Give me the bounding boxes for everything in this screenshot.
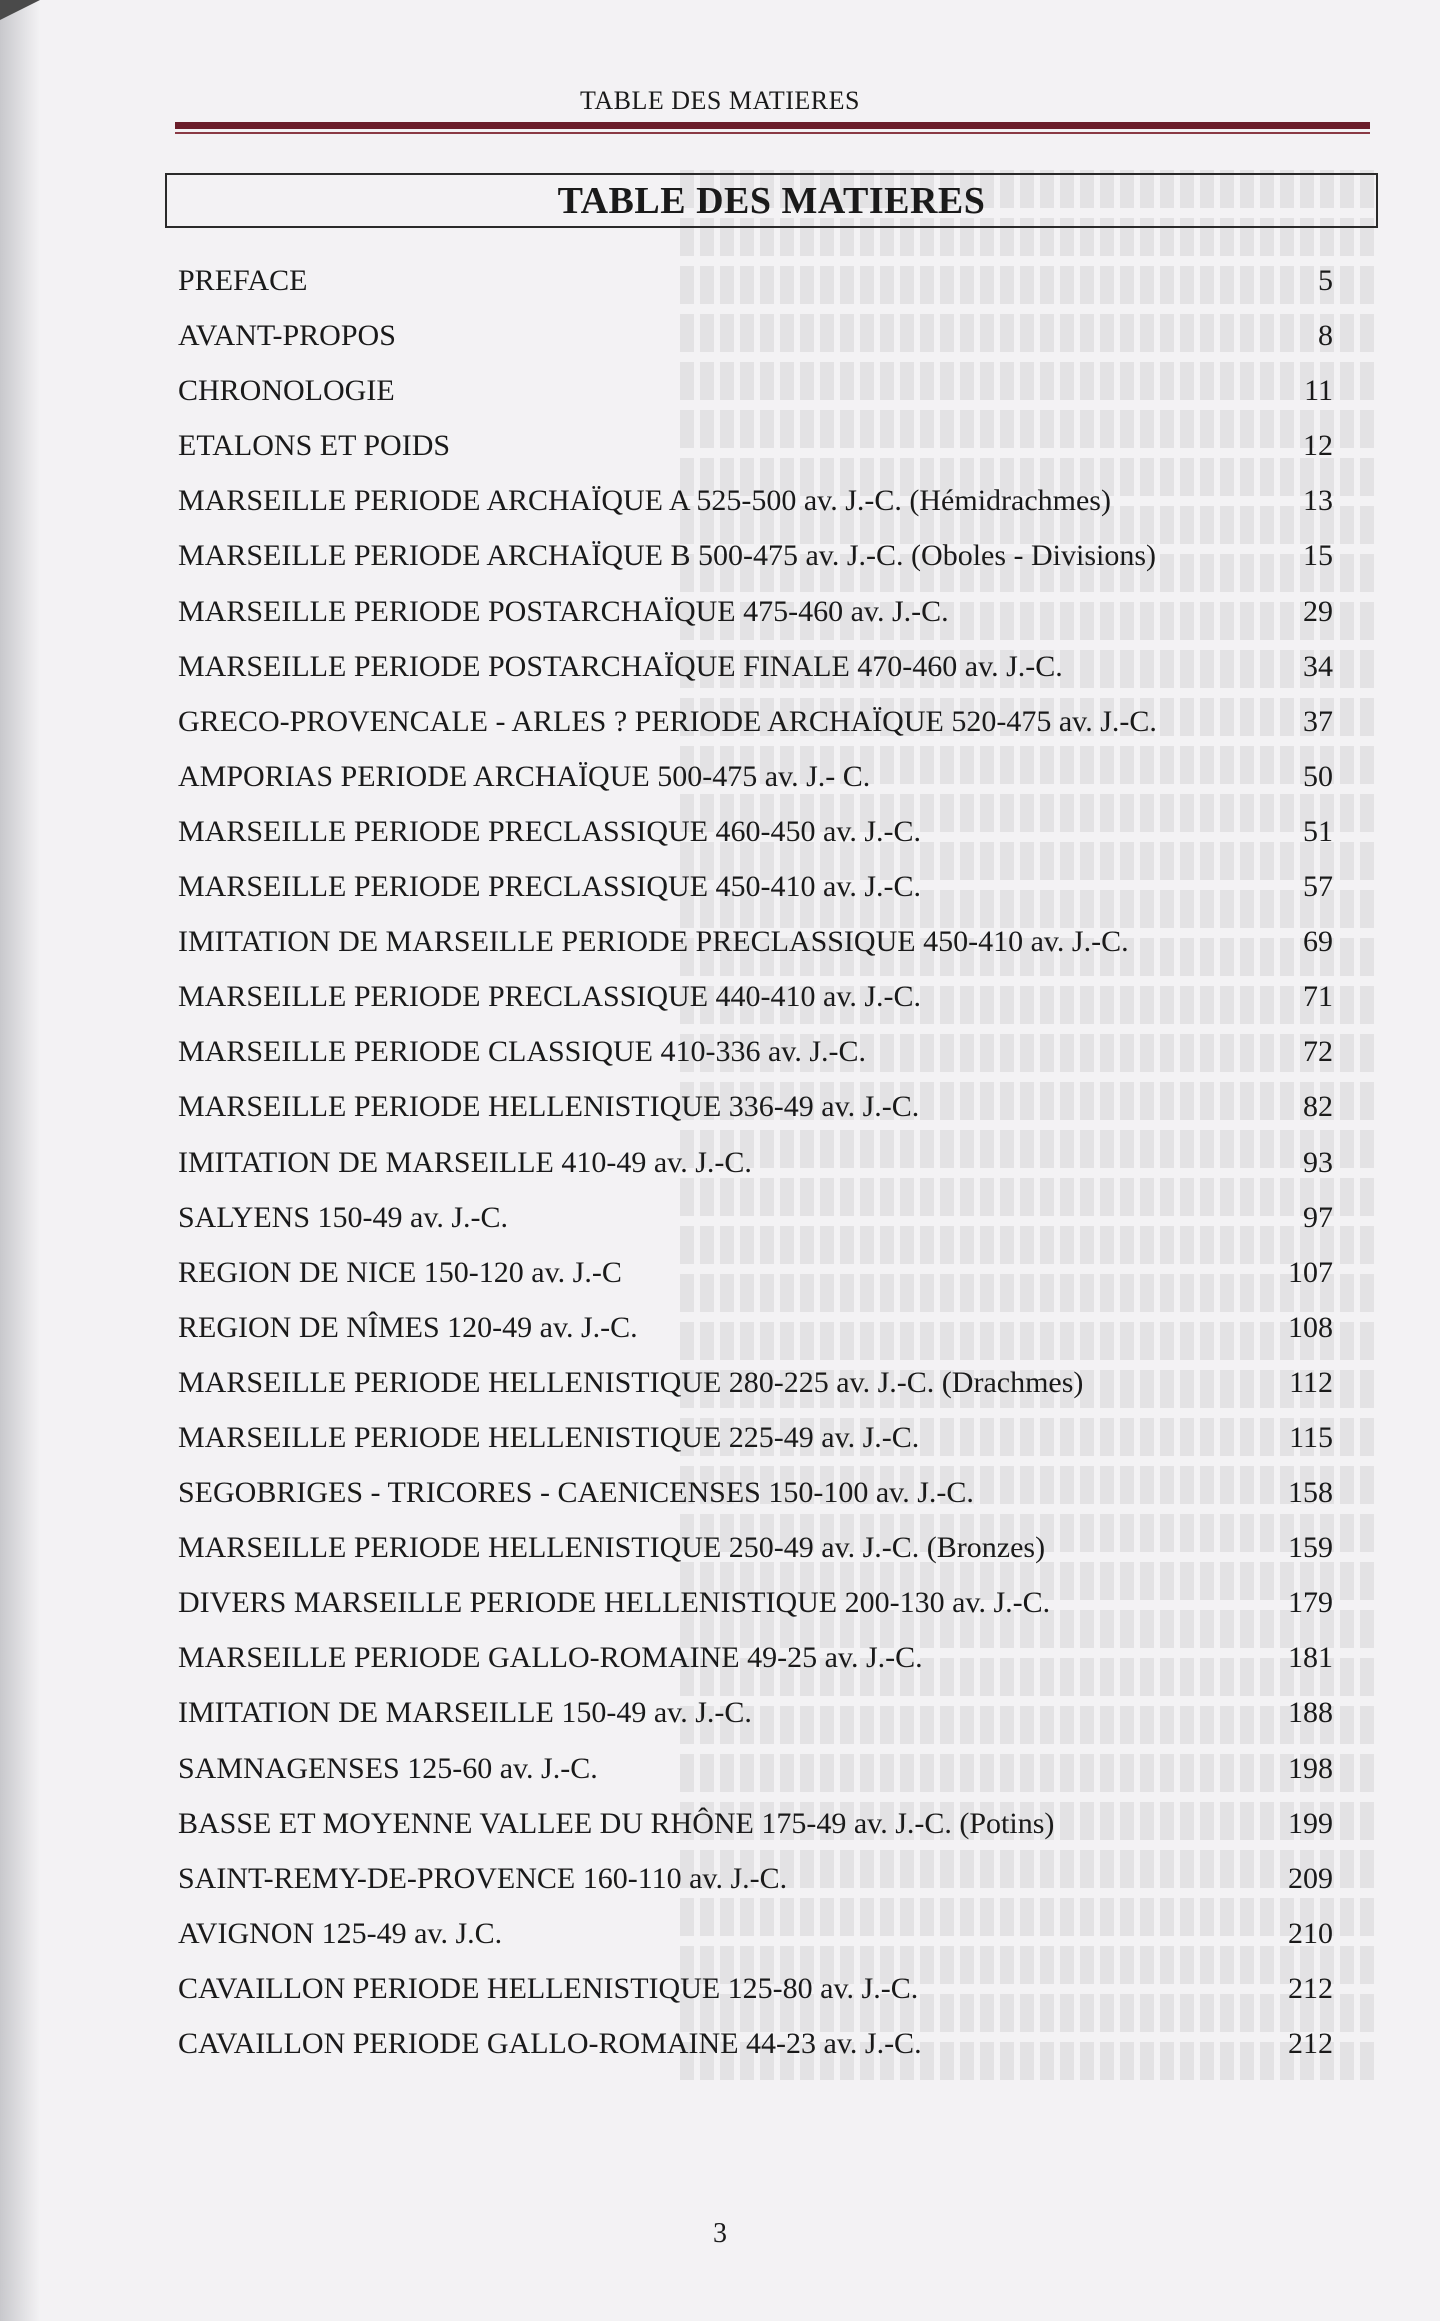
- toc-entry: [178, 477, 1333, 532]
- toc-entry-title: MARSEILLE PERIODE ARCHAÏQUE A 525-500 av. J.-C. (Hémidrachmes): [178, 484, 1111, 518]
- toc-entry-page: 5: [1318, 264, 1333, 297]
- toc-entry-title: PREFACE: [178, 264, 308, 297]
- toc-entry-page: 57: [1303, 870, 1333, 904]
- toc-entry-title: SAMNAGENSES 125-60 av. J.-C.: [178, 1751, 598, 1785]
- toc-list: [178, 257, 1333, 2075]
- toc-entry: [178, 863, 1333, 918]
- page-edge-shadow: [0, 0, 40, 2321]
- toc-entry-title: GRECO-PROVENCALE - ARLES ? PERIODE ARCHAÏQUE 520-475 av. J.-C.: [178, 704, 1157, 738]
- toc-entry-page: 71: [1303, 980, 1333, 1014]
- toc-entry-page: 93: [1303, 1145, 1333, 1179]
- toc-entry-title: BASSE ET MOYENNE VALLEE DU RHÔNE 175-49 av. J.-C. (Potins): [178, 1806, 1055, 1840]
- toc-entry-page: 50: [1303, 759, 1333, 793]
- toc-entry: [178, 918, 1333, 973]
- toc-entry-page: 72: [1303, 1035, 1333, 1069]
- toc-entry-page: 210: [1288, 1916, 1333, 1950]
- toc-entry: [178, 1634, 1333, 1689]
- toc-entry: [178, 643, 1333, 698]
- toc-entry-title: AMPORIAS PERIODE ARCHAÏQUE 500-475 av. J.- C.: [178, 759, 871, 793]
- toc-entry: [178, 1028, 1333, 1083]
- toc-entry-page: 212: [1288, 1971, 1333, 2005]
- toc-entry-title: MARSEILLE PERIODE HELLENISTIQUE 280-225 av. J.-C. (Drachmes): [178, 1365, 1084, 1399]
- page-number: 3: [713, 2218, 727, 2249]
- toc-entry: [178, 1469, 1333, 1524]
- toc-entry-title: SAINT-REMY-DE-PROVENCE 160-110 av. J.-C.: [178, 1861, 788, 1895]
- toc-entry-page: 8: [1318, 319, 1333, 353]
- toc-title: TABLE DES MATIERES: [557, 179, 986, 222]
- toc-entry: [178, 808, 1333, 863]
- toc-entry-page: 69: [1303, 925, 1333, 959]
- toc-entry-title: MARSEILLE PERIODE POSTARCHAÏQUE 475-460 av. J.-C.: [178, 594, 949, 628]
- toc-entry-title: MARSEILLE PERIODE HELLENISTIQUE 336-49 av. J.-C.: [178, 1090, 920, 1124]
- toc-entry-title: MARSEILLE PERIODE PRECLASSIQUE 440-410 av. J.-C.: [178, 980, 922, 1014]
- toc-entry-title: REGION DE NÎMES 120-49 av. J.-C.: [178, 1310, 638, 1344]
- toc-entry: [178, 367, 1333, 422]
- toc-entry-title: MARSEILLE PERIODE POSTARCHAÏQUE FINALE 470-460 av. J.-C.: [178, 649, 1063, 683]
- toc-entry: [178, 1414, 1333, 1469]
- toc-entry-title: MARSEILLE PERIODE HELLENISTIQUE 250-49 av. J.-C. (Bronzes): [178, 1531, 1046, 1565]
- toc-entry: [178, 312, 1333, 367]
- toc-entry-page: 179: [1288, 1586, 1333, 1620]
- toc-entry: [178, 588, 1333, 643]
- toc-entry-page: 107: [1288, 1255, 1333, 1289]
- toc-entry-title: CHRONOLOGIE: [178, 374, 395, 408]
- header-rule: [175, 122, 1370, 129]
- toc-title-box: [165, 173, 1378, 228]
- toc-entry-title: ETALONS ET POIDS: [178, 429, 451, 463]
- toc-entry-page: 82: [1303, 1090, 1333, 1124]
- toc-entry: [178, 1304, 1333, 1359]
- toc-entry: [178, 1083, 1333, 1138]
- toc-entry-page: 12: [1303, 429, 1333, 463]
- toc-entry: [178, 1139, 1333, 1194]
- toc-entry-page: 188: [1288, 1696, 1333, 1730]
- toc-entry-title: REGION DE NICE 150-120 av. J.-C: [178, 1255, 622, 1289]
- toc-entry: [178, 1855, 1333, 1910]
- toc-entry-title: DIVERS MARSEILLE PERIODE HELLENISTIQUE 200-130 av. J.-C.: [178, 1586, 1051, 1620]
- toc-entry-page: 13: [1303, 484, 1333, 518]
- toc-entry-title: AVANT-PROPOS: [178, 319, 396, 353]
- toc-entry-page: 209: [1288, 1861, 1333, 1895]
- toc-entry: [178, 1249, 1333, 1304]
- header-rule-thin: [175, 132, 1370, 134]
- toc-entry: [178, 1194, 1333, 1249]
- toc-entry-page: 159: [1288, 1531, 1333, 1565]
- toc-entry-title: MARSEILLE PERIODE GALLO-ROMAINE 49-25 av. J.-C.: [178, 1641, 923, 1675]
- toc-entry: [178, 422, 1333, 477]
- toc-entry: [178, 1910, 1333, 1965]
- toc-entry: [178, 1965, 1333, 2020]
- toc-entry-title: MARSEILLE PERIODE ARCHAÏQUE B 500-475 av. J.-C. (Oboles - Divisions): [178, 539, 1157, 573]
- toc-entry-title: CAVAILLON PERIODE HELLENISTIQUE 125-80 av. J.-C.: [178, 1971, 919, 2005]
- toc-entry-page: 97: [1303, 1200, 1333, 1234]
- toc-entry: [178, 1745, 1333, 1800]
- toc-entry-page: 115: [1289, 1420, 1333, 1454]
- toc-entry: [178, 1579, 1333, 1634]
- toc-entry-page: 108: [1288, 1310, 1333, 1344]
- toc-entry: [178, 1800, 1333, 1855]
- corner-mark: [0, 0, 40, 20]
- toc-entry: [178, 973, 1333, 1028]
- toc-entry-title: MARSEILLE PERIODE CLASSIQUE 410-336 av. J.-C.: [178, 1035, 867, 1069]
- toc-entry: [178, 753, 1333, 808]
- toc-entry-title: MARSEILLE PERIODE HELLENISTIQUE 225-49 av. J.-C.: [178, 1420, 920, 1454]
- toc-entry-page: 181: [1288, 1641, 1333, 1675]
- running-header: TABLE DES MATIERES: [580, 86, 860, 115]
- toc-entry: [178, 257, 1333, 312]
- toc-entry-page: 212: [1288, 2027, 1333, 2060]
- toc-entry-page: 112: [1289, 1365, 1333, 1399]
- toc-entry-page: 29: [1303, 594, 1333, 628]
- toc-entry-page: 11: [1304, 374, 1333, 408]
- toc-entry: [178, 2020, 1333, 2075]
- toc-entry-title: SEGOBRIGES - TRICORES - CAENICENSES 150-100 av. J.-C.: [178, 1476, 974, 1510]
- toc-entry-page: 198: [1288, 1751, 1333, 1785]
- toc-entry-page: 37: [1303, 704, 1333, 738]
- toc-entry-title: CAVAILLON PERIODE GALLO-ROMAINE 44-23 av. J.-C.: [178, 2027, 922, 2060]
- toc-entry-page: 51: [1303, 814, 1333, 848]
- toc-entry: [178, 1359, 1333, 1414]
- toc-entry-page: 199: [1288, 1806, 1333, 1840]
- toc-entry-title: MARSEILLE PERIODE PRECLASSIQUE 460-450 av. J.-C.: [178, 814, 922, 848]
- toc-entry-title: IMITATION DE MARSEILLE PERIODE PRECLASSIQUE 450-410 av. J.-C.: [178, 925, 1129, 959]
- toc-entry: [178, 1524, 1333, 1579]
- toc-entry-title: MARSEILLE PERIODE PRECLASSIQUE 450-410 av. J.-C.: [178, 870, 922, 904]
- toc-entry-title: AVIGNON 125-49 av. J.C.: [178, 1916, 503, 1950]
- toc-entry: [178, 698, 1333, 753]
- toc-entry-title: IMITATION DE MARSEILLE 410-49 av. J.-C.: [178, 1145, 752, 1179]
- toc-entry-title: IMITATION DE MARSEILLE 150-49 av. J.-C.: [178, 1696, 752, 1730]
- toc-entry-page: 15: [1303, 539, 1333, 573]
- toc-entry: [178, 1689, 1333, 1744]
- toc-entry-title: SALYENS 150-49 av. J.-C.: [178, 1200, 509, 1234]
- toc-entry-page: 158: [1288, 1476, 1333, 1510]
- toc-entry: [178, 532, 1333, 587]
- toc-entry-page: 34: [1303, 649, 1333, 683]
